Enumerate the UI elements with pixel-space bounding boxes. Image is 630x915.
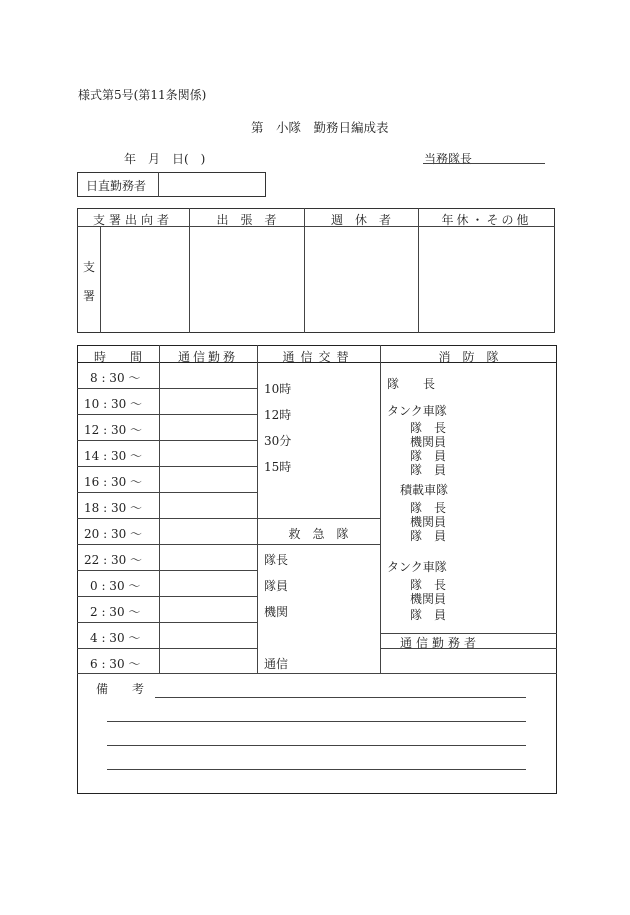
time-row-line [77,622,257,623]
schedule-col-divider-3 [380,345,381,673]
tank1-role: 隊 員 [410,463,447,477]
time-row-line [77,440,257,441]
time-row-line [77,388,257,389]
schedule-col-divider-1 [159,345,160,673]
tank1-role: 機関員 [410,435,447,449]
loaded-role: 隊 員 [410,529,447,543]
time-row-line [77,596,257,597]
duty-chief-label: 当務隊長 [424,152,473,166]
remarks-line [107,745,526,746]
loaded-team: 積載車隊 [400,483,449,497]
time-row-line [77,492,257,493]
loaded-role: 隊 長 [410,501,447,515]
schedule-bottom-line [77,673,557,674]
side-label-branch-2: 署 [83,289,96,303]
ambulance-role: 隊長 [264,553,289,567]
swap-time: 15時 [264,460,292,474]
time-row-line [77,544,380,545]
ambulance-role: 機関 [264,605,289,619]
header-comm-swap: 通信交替 [282,350,355,364]
comm-staff-label: 通信勤務者 [400,636,481,650]
time-slot: 10 : 30 〜 [84,397,143,411]
tank-team-2: タンク車隊 [387,560,447,574]
time-row-line [77,414,257,415]
remarks-label: 備 考 [96,682,145,696]
side-label-branch-1: 支 [83,260,96,274]
header-time: 時 間 [93,350,142,364]
night-duty-divider [158,172,159,197]
tank1-role: 隊 員 [410,449,447,463]
swap-time: 10時 [264,382,292,396]
header-weekly-off: 週 休 者 [330,213,391,227]
night-duty-label: 日直勤務者 [86,179,147,193]
header-business-trip: 出 張 者 [216,213,277,227]
remarks-line [107,769,526,770]
assignment-side-divider [100,226,101,333]
time-slot: 4 : 30 〜 [90,631,141,645]
tank2-role: 隊 長 [410,578,447,592]
time-row-line [77,466,257,467]
header-branch-dispatch: 支署出向者 [92,213,173,227]
loaded-role: 機関員 [410,515,447,529]
time-slot: 12 : 30 〜 [84,423,143,437]
fire-captain: 隊 長 [387,377,436,391]
ambulance-label: 救 急 隊 [288,527,349,541]
remarks-line [155,697,526,698]
time-slot: 16 : 30 〜 [84,475,143,489]
tank1-role: 隊 長 [410,421,447,435]
form-id: 様式第5号(第11条関係) [78,88,207,102]
header-annual-leave: 年休・その他 [441,213,532,227]
tank-team-1: タンク車隊 [387,404,447,418]
time-row-line [77,570,257,571]
time-row-line [77,518,380,519]
swap-time: 12時 [264,408,292,422]
time-slot: 2 : 30 〜 [90,605,141,619]
ambulance-role: 隊員 [264,579,289,593]
schedule-col-divider-2 [257,345,258,673]
header-fire-team: 消 防 隊 [438,350,499,364]
time-slot: 14 : 30 〜 [84,449,143,463]
duty-chief-underline [423,163,545,164]
time-slot: 22 : 30 〜 [84,553,143,567]
time-row-line [77,648,257,649]
tank2-role: 隊 員 [410,608,447,622]
time-slot: 8 : 30 〜 [90,371,141,385]
time-slot: 20 : 30 〜 [84,527,143,541]
swap-time: 30分 [264,434,292,448]
ambulance-role: 通信 [264,657,289,671]
page-title: 第 小隊 勤務日編成表 [251,120,389,135]
time-slot: 0 : 30 〜 [90,579,141,593]
remarks-line [107,721,526,722]
date-line: 年 月 日( ) [124,152,206,166]
time-slot: 6 : 30 〜 [90,657,141,671]
tank2-role: 機関員 [410,592,447,606]
time-slot: 18 : 30 〜 [84,501,143,515]
header-comm-duty: 通信勤務 [177,350,238,364]
